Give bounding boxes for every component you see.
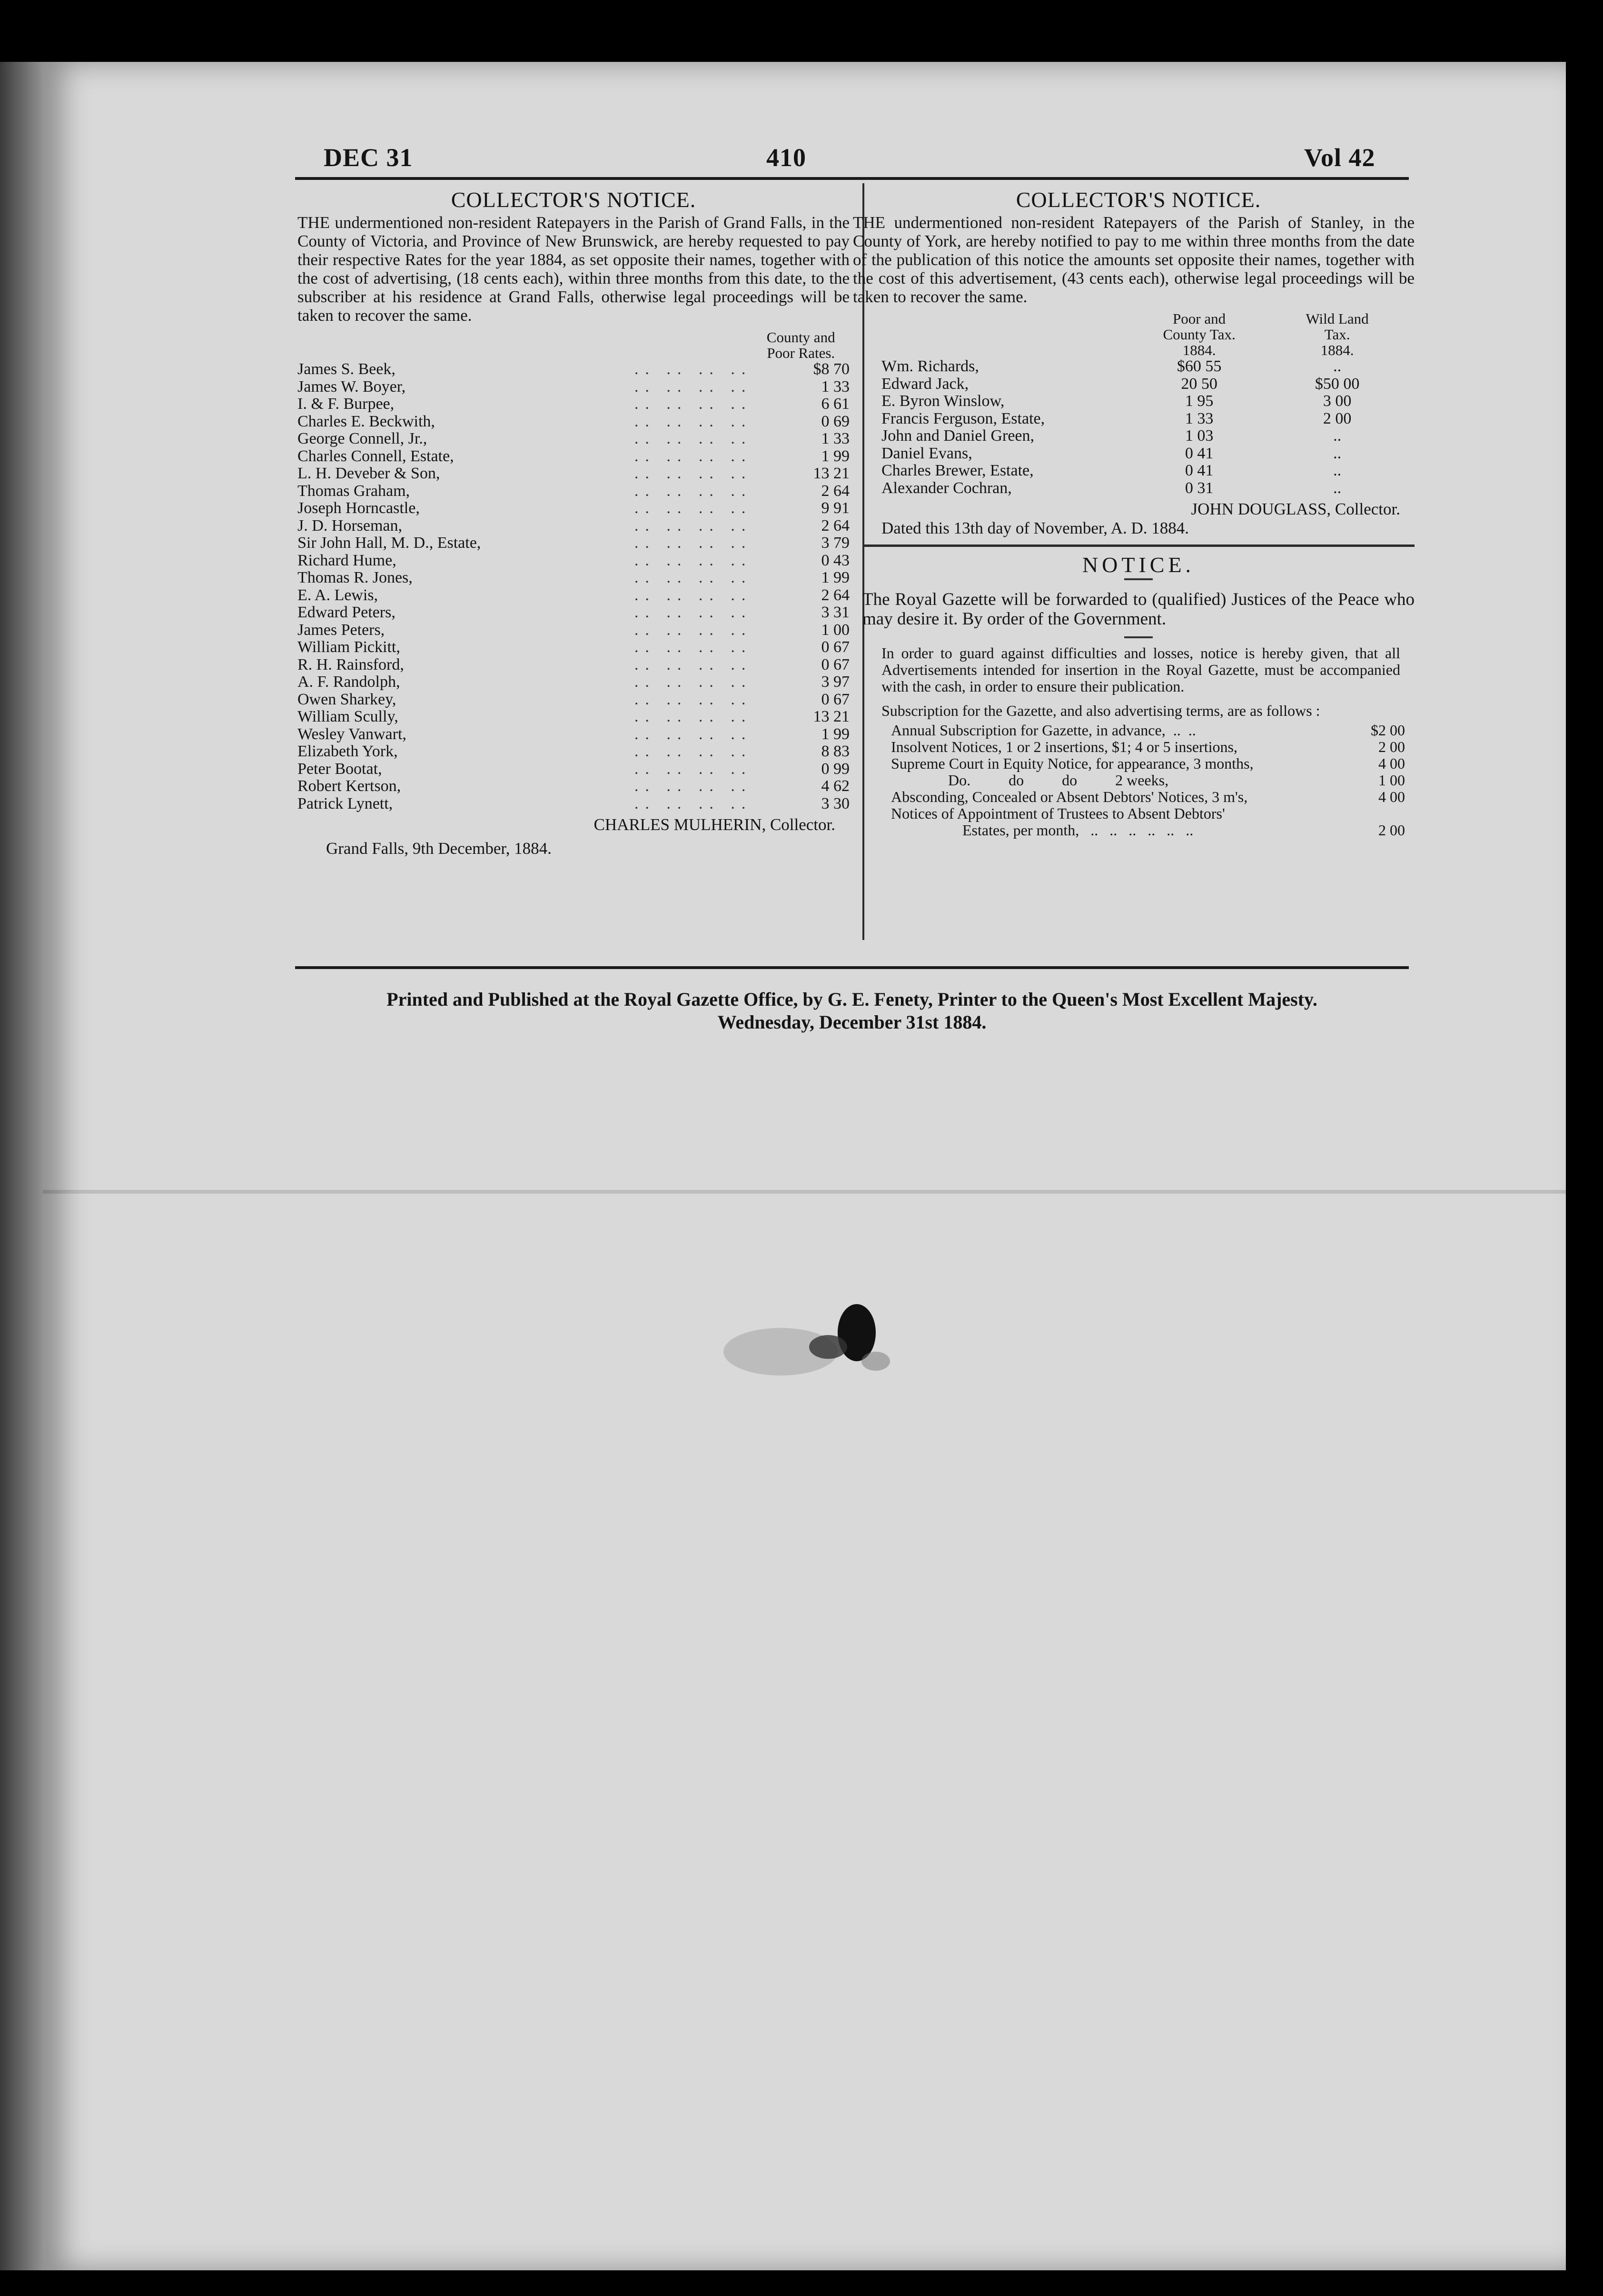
notice-short-rule bbox=[1124, 578, 1153, 580]
ratepayer-row bbox=[862, 445, 1415, 463]
ratepayer-name: Elizabeth York, bbox=[297, 742, 398, 760]
ratepayer-row bbox=[297, 604, 850, 622]
imprint-line: Printed and Published at the Royal Gazette Office, by G. E. Fenety, Printer to the Queen's Most Excellent Majesty. bbox=[386, 989, 1317, 1010]
leader-dots: .. .. .. .. bbox=[634, 412, 752, 430]
volume-number: Vol 42 bbox=[1304, 143, 1375, 172]
gazette-distribution-text: The Royal Gazette will be forwarded to (qualified) Justices of the Peace who may desire it. By order of the Government. bbox=[862, 590, 1415, 629]
terms-label: Annual Subscription for Gazette, in advance, .. .. bbox=[891, 722, 1196, 739]
rate-amount: 2 64 bbox=[821, 482, 850, 500]
ratepayer-row bbox=[297, 378, 850, 396]
rate-amount: 0 43 bbox=[821, 551, 850, 569]
ratepayer-name: Patrick Lynett, bbox=[297, 794, 393, 812]
ratepayer-name: L. H. Deveber & Son, bbox=[297, 465, 440, 482]
ratepayer-name: John and Daniel Green, bbox=[881, 427, 1035, 445]
leader-dots: .. .. .. .. bbox=[634, 499, 752, 517]
ratepayer-row bbox=[297, 708, 850, 726]
rate-amount: 4 62 bbox=[821, 777, 850, 795]
leader-dots: .. .. .. .. bbox=[634, 638, 752, 656]
wild-land-tax-amount: $50 00 bbox=[1315, 375, 1360, 393]
leader-dots: .. .. .. .. bbox=[634, 482, 752, 500]
ratepayer-name: Owen Sharkey, bbox=[297, 690, 396, 708]
ratepayer-row bbox=[297, 483, 850, 500]
rate-amount: $8 70 bbox=[813, 360, 850, 378]
ink-smudge bbox=[704, 1285, 923, 1399]
gazette-notice bbox=[862, 544, 1415, 839]
leader-dots: .. .. .. .. bbox=[634, 708, 752, 725]
terms-row bbox=[891, 722, 1405, 739]
page-fold-crease bbox=[43, 1190, 1566, 1194]
terms-price: 1 00 bbox=[1378, 772, 1405, 789]
rate-amount: 0 69 bbox=[821, 412, 850, 430]
terms-row bbox=[891, 772, 1405, 789]
stanley-dateline: Dated this 13th day of November, A. D. 1884. bbox=[881, 519, 1189, 537]
terms-price: 4 00 bbox=[1378, 788, 1405, 805]
page-number: 410 bbox=[766, 143, 806, 172]
rate-amount: 0 67 bbox=[821, 690, 850, 708]
ratepayer-row bbox=[297, 622, 850, 639]
grand-falls-collector-signature: CHARLES MULHERIN, Collector. bbox=[594, 815, 835, 834]
ratepayer-name: Sir John Hall, M. D., Estate, bbox=[297, 534, 481, 552]
terms-price bbox=[1343, 805, 1405, 822]
leader-dots: .. .. .. .. bbox=[634, 604, 752, 621]
terms-row bbox=[891, 822, 1405, 839]
ratepayer-name: Wm. Richards, bbox=[881, 357, 979, 375]
terms-row bbox=[891, 805, 1405, 822]
leader-dots: .. .. .. .. bbox=[634, 690, 752, 708]
rate-amount: 1 99 bbox=[821, 447, 850, 465]
stanley-tax-table bbox=[862, 311, 1415, 497]
wild-land-tax-amount: .. bbox=[1333, 462, 1342, 479]
notice-short-rule-2 bbox=[1124, 636, 1153, 638]
ratepayer-row bbox=[297, 743, 850, 761]
ratepayer-row bbox=[297, 396, 850, 413]
right-column bbox=[853, 188, 1415, 839]
rate-amount: 3 97 bbox=[821, 673, 850, 691]
ratepayer-row bbox=[862, 462, 1415, 480]
county-tax-amount: 1 33 bbox=[1185, 409, 1214, 427]
wild-land-tax-amount: .. bbox=[1333, 444, 1342, 462]
ratepayer-row bbox=[297, 795, 850, 813]
ratepayer-name: J. D. Horseman, bbox=[297, 516, 403, 534]
rate-amount: 2 64 bbox=[821, 586, 850, 604]
ratepayer-name: William Scully, bbox=[297, 708, 398, 725]
ratepayer-row bbox=[297, 639, 850, 656]
ratepayer-name: Joseph Horncastle, bbox=[297, 499, 420, 517]
grand-falls-notice-body: THE undermentioned non-resident Ratepayers in the Parish of Grand Falls, in the County of Victoria, and Province of New Brunswick, are hereby requested to pay their respective Rates for the year 1884, as set opposite their names, together with the cost of advertising, (18 cents each), within three months from this date, to the subscriber at his residence at Grand Falls, otherwise legal proceedings will be taken to recover the same. bbox=[297, 213, 850, 325]
rate-amount: 2 64 bbox=[821, 516, 850, 534]
leader-dots: .. .. .. .. bbox=[634, 655, 752, 673]
leader-dots: .. .. .. .. bbox=[634, 742, 752, 760]
leader-dots: .. .. .. .. bbox=[634, 447, 752, 465]
subscription-terms-table bbox=[891, 722, 1405, 839]
terms-row bbox=[891, 789, 1405, 805]
rate-amount: 3 30 bbox=[821, 794, 850, 812]
ratepayer-row bbox=[297, 726, 850, 743]
ratepayer-row bbox=[297, 465, 850, 483]
ratepayer-name: Peter Bootat, bbox=[297, 760, 382, 778]
ratepayer-row bbox=[862, 480, 1415, 497]
leader-dots: .. .. .. .. bbox=[634, 760, 752, 778]
leader-dots: .. .. .. .. bbox=[634, 551, 752, 569]
county-tax-amount: 0 41 bbox=[1185, 444, 1214, 462]
imprint-footer bbox=[295, 966, 1409, 1034]
ratepayer-name: Charles Brewer, Estate, bbox=[881, 462, 1034, 479]
terms-price: $2 00 bbox=[1371, 722, 1405, 739]
gazette-notice-heading: NOTICE. bbox=[1082, 553, 1195, 577]
ratepayer-row bbox=[297, 691, 850, 709]
ratepayer-name: George Connell, Jr., bbox=[297, 430, 427, 447]
ratepayer-row bbox=[297, 430, 850, 448]
ratepayer-name: Edward Peters, bbox=[297, 604, 396, 621]
poor-county-tax-header: Poor and County Tax. 1884. bbox=[1163, 310, 1236, 358]
ratepayer-row bbox=[862, 358, 1415, 376]
rate-amount: 1 33 bbox=[821, 430, 850, 447]
county-tax-amount: $60 55 bbox=[1177, 357, 1222, 375]
wild-land-tax-amount: 2 00 bbox=[1323, 409, 1352, 427]
wild-land-tax-amount: .. bbox=[1333, 427, 1342, 445]
rate-amount: 1 00 bbox=[821, 621, 850, 639]
rate-amount: 13 21 bbox=[813, 708, 850, 725]
ratepayer-row bbox=[297, 587, 850, 604]
ratepayer-name: James W. Boyer, bbox=[297, 377, 406, 396]
leader-dots: .. .. .. .. bbox=[634, 377, 752, 396]
rates-column-header: County and Poor Rates. bbox=[766, 329, 835, 361]
advertisement-cash-notice: In order to guard against difficulties and losses, notice is hereby given, that all Advertisements intended for insertion in the Royal Gazette, must be accompanied with the cash, in order to ensure their publication. bbox=[881, 644, 1400, 695]
ratepayer-row bbox=[297, 761, 850, 778]
leader-dots: .. .. .. .. bbox=[634, 794, 752, 812]
rate-amount: 8 83 bbox=[821, 742, 850, 760]
county-tax-amount: 1 95 bbox=[1185, 392, 1214, 410]
grand-falls-notice-heading: COLLECTOR'S NOTICE. bbox=[451, 188, 696, 212]
wild-land-tax-header: Wild Land Tax. 1884. bbox=[1306, 310, 1369, 358]
ratepayer-row bbox=[862, 410, 1415, 428]
county-tax-amount: 20 50 bbox=[1181, 375, 1217, 393]
wild-land-tax-amount: .. bbox=[1333, 357, 1342, 375]
rate-amount: 1 99 bbox=[821, 569, 850, 586]
ratepayer-row bbox=[297, 534, 850, 552]
leader-dots: .. .. .. .. bbox=[634, 621, 752, 639]
leader-dots: .. .. .. .. bbox=[634, 360, 752, 378]
leader-dots: .. .. .. .. bbox=[634, 725, 752, 743]
terms-label: Absconding, Concealed or Absent Debtors' Notices, 3 m's, bbox=[891, 788, 1248, 805]
terms-price: 2 00 bbox=[1378, 821, 1405, 839]
header-rule bbox=[295, 177, 1409, 180]
grand-falls-dateline: Grand Falls, 9th December, 1884. bbox=[326, 839, 552, 858]
ratepayer-row bbox=[862, 376, 1415, 393]
publication-date-line: Wednesday, December 31st 1884. bbox=[717, 1011, 987, 1033]
ratepayer-name: Wesley Vanwart, bbox=[297, 725, 406, 743]
ratepayer-row bbox=[297, 673, 850, 691]
terms-price: 2 00 bbox=[1378, 738, 1405, 755]
ratepayer-name: Richard Hume, bbox=[297, 551, 396, 569]
rate-amount: 13 21 bbox=[813, 465, 850, 482]
footer-rule bbox=[295, 966, 1409, 969]
ratepayer-name: Daniel Evans, bbox=[881, 444, 972, 462]
ratepayer-name: Thomas R. Jones, bbox=[297, 569, 413, 586]
ratepayer-name: Alexander Cochran, bbox=[881, 479, 1012, 497]
county-tax-amount: 1 03 bbox=[1185, 427, 1214, 445]
ratepayer-name: James S. Beek, bbox=[297, 360, 396, 378]
terms-price: 4 00 bbox=[1378, 755, 1405, 772]
rate-amount: 1 33 bbox=[821, 377, 850, 396]
ratepayer-name: E. Byron Winslow, bbox=[881, 392, 1005, 410]
ratepayer-name: Charles Connell, Estate, bbox=[297, 447, 454, 465]
ratepayer-name: Thomas Graham, bbox=[297, 482, 410, 500]
ratepayer-row bbox=[297, 500, 850, 517]
rate-amount: 0 67 bbox=[821, 638, 850, 656]
ratepayer-row bbox=[297, 552, 850, 570]
ratepayer-row bbox=[862, 427, 1415, 445]
leader-dots: .. .. .. .. bbox=[634, 569, 752, 586]
rate-amount: 0 67 bbox=[821, 655, 850, 673]
leader-dots: .. .. .. .. bbox=[634, 430, 752, 447]
leader-dots: .. .. .. .. bbox=[634, 777, 752, 795]
ratepayer-row bbox=[297, 569, 850, 587]
leader-dots: .. .. .. .. bbox=[634, 516, 752, 534]
ratepayer-name: Edward Jack, bbox=[881, 375, 969, 393]
rate-amount: 3 79 bbox=[821, 534, 850, 552]
rate-amount: 3 31 bbox=[821, 604, 850, 621]
ratepayer-row bbox=[862, 393, 1415, 410]
terms-intro: Subscription for the Gazette, and also advertising terms, are as follows : bbox=[881, 702, 1320, 719]
ratepayer-row bbox=[297, 656, 850, 674]
wild-land-tax-amount: 3 00 bbox=[1323, 392, 1352, 410]
ratepayer-name: E. A. Lewis, bbox=[297, 586, 378, 604]
terms-label: Supreme Court in Equity Notice, for appearance, 3 months, bbox=[891, 755, 1254, 772]
ratepayer-name: Robert Kertson, bbox=[297, 777, 401, 795]
terms-row bbox=[891, 739, 1405, 755]
leader-dots: .. .. .. .. bbox=[634, 673, 752, 691]
ratepayer-row bbox=[297, 778, 850, 795]
ratepayer-name: Francis Ferguson, Estate, bbox=[881, 409, 1045, 427]
county-tax-amount: 0 41 bbox=[1185, 462, 1214, 479]
rate-amount: 0 99 bbox=[821, 760, 850, 778]
rate-amount: 1 99 bbox=[821, 725, 850, 743]
left-column bbox=[297, 190, 850, 858]
ratepayer-name: A. F. Randolph, bbox=[297, 673, 400, 691]
ratepayer-row bbox=[297, 413, 850, 431]
leader-dots: .. .. .. .. bbox=[634, 395, 752, 413]
ratepayer-row bbox=[297, 361, 850, 378]
leader-dots: .. .. .. .. bbox=[634, 465, 752, 482]
ratepayer-name: William Pickitt, bbox=[297, 638, 400, 656]
terms-label: Insolvent Notices, 1 or 2 insertions, $1; 4 or 5 insertions, bbox=[891, 738, 1237, 755]
ratepayer-name: R. H. Rainsford, bbox=[297, 655, 404, 673]
ratepayer-row bbox=[297, 517, 850, 535]
header-date: DEC 31 bbox=[324, 143, 413, 172]
ratepayer-row bbox=[297, 448, 850, 465]
terms-label: Notices of Appointment of Trustees to Absent Debtors' bbox=[891, 805, 1225, 822]
ratepayer-name: James Peters, bbox=[297, 621, 385, 639]
terms-label: Do. do do 2 weeks, bbox=[948, 772, 1169, 789]
terms-label: Estates, per month, .. .. .. .. .. .. bbox=[962, 821, 1194, 839]
leader-dots: .. .. .. .. bbox=[634, 586, 752, 604]
stanley-collector-signature: JOHN DOUGLASS, Collector. bbox=[1191, 500, 1400, 518]
stanley-notice-body: THE undermentioned non-resident Ratepayers of the Parish of Stanley, in the County of York, are hereby notified to pay to me within three months from the date of the publication of this notice the amounts set opposite their names, together with the cost of this advertisement, (43 cents each), otherwise legal proceedings will be taken to recover the same. bbox=[853, 213, 1415, 306]
ratepayer-name: Charles E. Beckwith, bbox=[297, 412, 435, 430]
terms-row bbox=[891, 755, 1405, 772]
rate-amount: 6 61 bbox=[821, 395, 850, 413]
ratepayer-name: I. & F. Burpee, bbox=[297, 395, 395, 413]
grand-falls-rates-table bbox=[297, 329, 850, 812]
leader-dots: .. .. .. .. bbox=[634, 534, 752, 552]
county-tax-amount: 0 31 bbox=[1185, 479, 1214, 497]
wild-land-tax-amount: .. bbox=[1333, 479, 1342, 497]
rate-amount: 9 91 bbox=[821, 499, 850, 517]
stanley-notice-heading: COLLECTOR'S NOTICE. bbox=[1016, 188, 1261, 212]
